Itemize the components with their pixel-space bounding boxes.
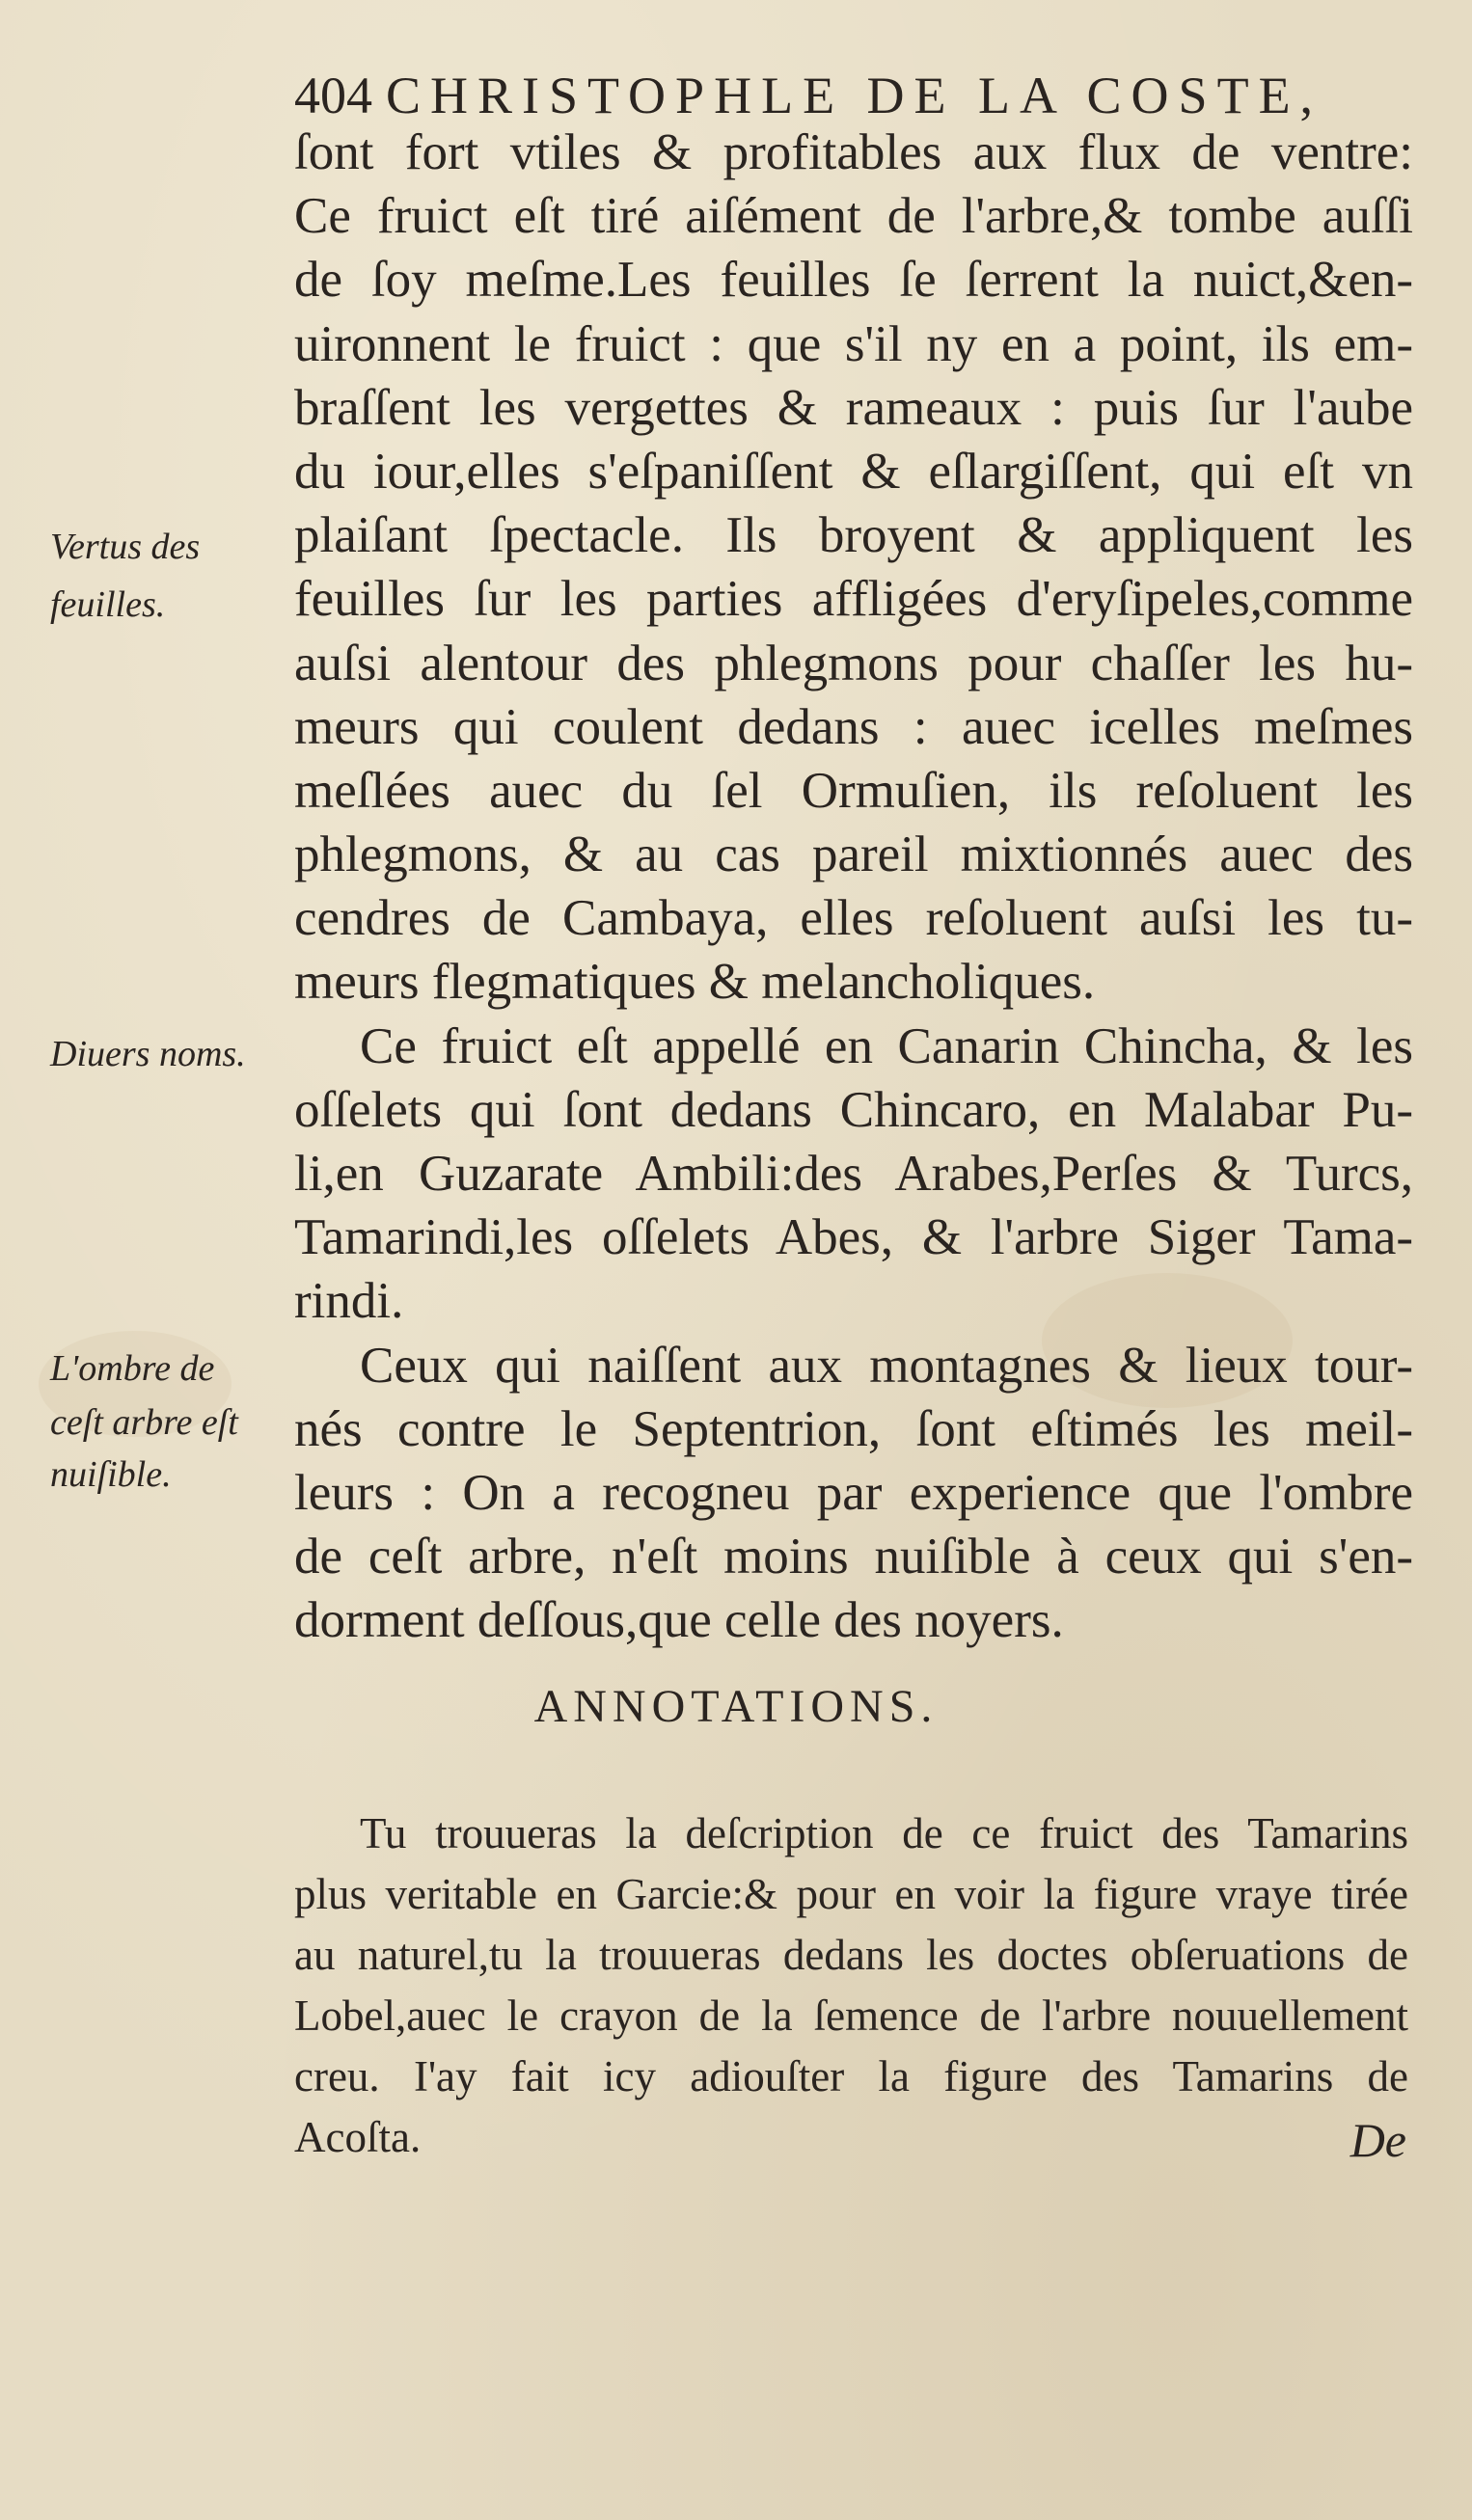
annotation-text (294, 1803, 1408, 2168)
text-line: ſont fort vtiles & profitables aux flux de ventre: (294, 124, 1413, 180)
text-line: du iour,elles s'eſpaniſſent & eſlargiſſent, qui eſt vn (294, 443, 1413, 500)
text-line: uironnent le fruict : que s'il ny en a point, ils em- (294, 315, 1413, 372)
text-line: Ce fruict eſt appellé en Canarin Chincha, & les (360, 1017, 1413, 1074)
margin-note: nuiſible. (50, 1454, 172, 1495)
text-line: auſsi alentour des phlegmons pour chaſſer les hu- (294, 635, 1413, 691)
text-line: oſſelets qui ſont dedans Chincaro, en Malabar Pu- (294, 1081, 1413, 1138)
text-line: dorment deſſous,que celle des noyers. (294, 1592, 1064, 1649)
annotation-line: Acoſta. (294, 2113, 422, 2161)
text-line: rindi. (294, 1273, 404, 1330)
margin-note: Vertus des (50, 527, 201, 567)
main-text (294, 121, 1413, 1653)
text-line: Tamarindi,les oſſelets Abes, & l'arbre Siger Tama- (294, 1209, 1413, 1266)
margin-note: Diuers noms. (50, 1034, 246, 1074)
annotation-line: creu. I'ay fait icy adiouſter la figure des Tamarins de (294, 2052, 1408, 2100)
annotation-line: plus veritable en Garcie:& pour en voir la figure vraye tirée (294, 1870, 1408, 1918)
text-line: feuilles ſur les parties affligées d'eryſipeles,comme (294, 571, 1413, 628)
text-line: de ſoy meſme.Les feuilles ſe ſerrent la nuict,&en- (294, 252, 1413, 309)
text-line: li,en Guzarate Ambili:des Arabes,Perſes & Turcs, (294, 1146, 1413, 1202)
section-title: ANNOTATIONS. (533, 1681, 939, 1732)
annotation-line: Lobel,auec le crayon de la ſemence de l'arbre nouuellement (294, 1992, 1408, 2040)
text-line: cendres de Cambaya, elles reſoluent auſsi les tu- (294, 890, 1413, 947)
text-line: nés contre le Septentrion, ſont eſtimés les meil- (294, 1400, 1413, 1457)
annotation-line: au naturel,tu la trouueras dedans les doctes obſeruations de (294, 1931, 1408, 1979)
text-line: Ceux qui naiſſent aux montagnes & lieux tour- (360, 1337, 1413, 1394)
text-line: plaiſant ſpectacle. Ils broyent & appliquent les (294, 507, 1413, 564)
text-line: Ce fruict eſt tiré aiſément de l'arbre,& tombe auſſi (294, 188, 1413, 245)
text-line: braſſent les vergettes & rameaux : puis ſur l'aube (294, 379, 1413, 436)
running-head: CHRISTOPHLE DE LA COSTE, (386, 67, 1323, 124)
annotation-line: Tu trouueras la deſcription de ce fruict des Tamarins (360, 1809, 1408, 1857)
page-number: 404 (294, 67, 372, 124)
margin-note: feuilles. (50, 584, 166, 625)
margin-note: ceſt arbre eſt (50, 1402, 238, 1443)
text-line: phlegmons, & au cas pareil mixtionnés auec des (294, 826, 1413, 883)
text-line: meurs qui coulent dedans : auec icelles meſmes (294, 698, 1413, 755)
text-line: leurs : On a recogneu par experience que l'ombre (294, 1464, 1413, 1521)
text-line: meſlées auec du ſel Ormuſien, ils reſoluent les (294, 762, 1413, 819)
margin-note: L'ombre de (50, 1348, 215, 1389)
text-line: meurs flegmatiques & melancholiques. (294, 954, 1096, 1011)
text-line: de ceſt arbre, n'eſt moins nuiſible à ceux qui s'en- (294, 1529, 1413, 1585)
catchword: De (1349, 2113, 1406, 2167)
